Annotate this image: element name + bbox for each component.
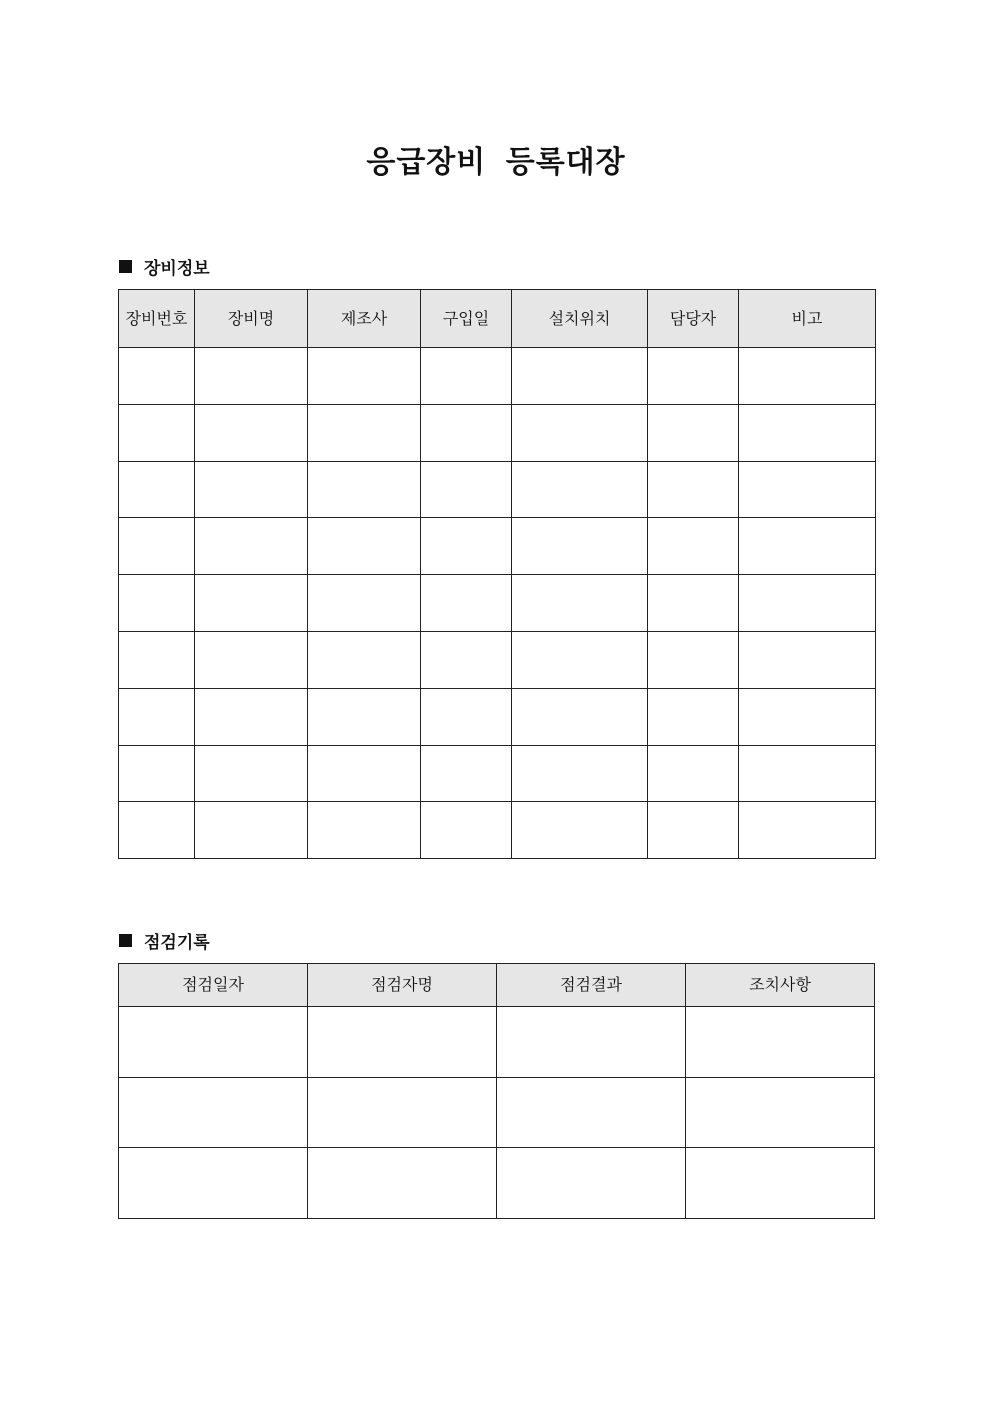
table-cell[interactable]: [739, 348, 876, 405]
table-cell[interactable]: [195, 802, 308, 859]
table-cell[interactable]: [421, 575, 512, 632]
black-square-icon: [119, 934, 132, 947]
table-cell[interactable]: [195, 461, 308, 518]
table-cell[interactable]: [195, 575, 308, 632]
table-cell[interactable]: [195, 631, 308, 688]
table-cell[interactable]: [195, 518, 308, 575]
equipment-section-heading: [119, 254, 210, 279]
black-square-icon: [119, 260, 132, 273]
table-cell[interactable]: [308, 461, 421, 518]
table-row: [119, 461, 876, 518]
table-cell[interactable]: [119, 1148, 308, 1219]
table-row: [119, 688, 876, 745]
table-cell[interactable]: [308, 1007, 497, 1078]
inspection-section-label: 점검기록: [144, 933, 210, 953]
table-cell[interactable]: [686, 1148, 875, 1219]
table-cell[interactable]: [195, 688, 308, 745]
column-header-inspection-result: 점검결과: [497, 964, 686, 1007]
table-row: [119, 518, 876, 575]
table-cell[interactable]: [512, 802, 648, 859]
inspection-table-body: [119, 1007, 875, 1219]
table-cell[interactable]: [308, 745, 421, 802]
column-header-manufacturer: 제조사: [308, 290, 421, 348]
table-cell[interactable]: [308, 1077, 497, 1148]
table-cell[interactable]: [512, 404, 648, 461]
table-cell[interactable]: [739, 518, 876, 575]
table-row: [119, 1007, 875, 1078]
inspection-section-heading: [119, 928, 210, 953]
column-header-purchase-date: 구입일: [421, 290, 512, 348]
table-cell[interactable]: [119, 461, 195, 518]
table-cell[interactable]: [739, 575, 876, 632]
table-cell[interactable]: [119, 631, 195, 688]
table-cell[interactable]: [739, 631, 876, 688]
table-cell[interactable]: [648, 518, 739, 575]
table-cell[interactable]: [195, 404, 308, 461]
table-cell[interactable]: [739, 461, 876, 518]
table-cell[interactable]: [119, 348, 195, 405]
column-header-equipment-no: 장비번호: [119, 290, 195, 348]
table-cell[interactable]: [686, 1007, 875, 1078]
table-cell[interactable]: [119, 404, 195, 461]
table-cell[interactable]: [421, 348, 512, 405]
table-cell[interactable]: [512, 518, 648, 575]
table-row: [119, 1148, 875, 1219]
table-cell[interactable]: [195, 348, 308, 405]
table-cell[interactable]: [648, 461, 739, 518]
table-row: [119, 1077, 875, 1148]
table-cell[interactable]: [308, 404, 421, 461]
table-cell[interactable]: [497, 1077, 686, 1148]
inspection-table: [118, 963, 875, 1219]
table-cell[interactable]: [119, 802, 195, 859]
table-cell[interactable]: [421, 404, 512, 461]
table-cell[interactable]: [739, 802, 876, 859]
table-cell[interactable]: [648, 404, 739, 461]
column-header-manager: 담당자: [648, 290, 739, 348]
table-cell[interactable]: [308, 688, 421, 745]
table-row: [119, 631, 876, 688]
table-cell[interactable]: [421, 461, 512, 518]
table-row: [119, 348, 876, 405]
table-row: [119, 575, 876, 632]
table-cell[interactable]: [497, 1007, 686, 1078]
table-cell[interactable]: [497, 1148, 686, 1219]
table-cell[interactable]: [648, 348, 739, 405]
table-cell[interactable]: [512, 575, 648, 632]
table-cell[interactable]: [739, 745, 876, 802]
inspection-header-row: [119, 964, 875, 1007]
column-header-remarks: 비고: [739, 290, 876, 348]
table-cell[interactable]: [308, 631, 421, 688]
table-cell[interactable]: [308, 1148, 497, 1219]
column-header-location: 설치위치: [512, 290, 648, 348]
table-cell[interactable]: [512, 631, 648, 688]
equipment-section-label: 장비정보: [144, 259, 210, 279]
table-cell[interactable]: [648, 802, 739, 859]
table-cell[interactable]: [421, 745, 512, 802]
table-cell[interactable]: [739, 404, 876, 461]
table-cell[interactable]: [648, 631, 739, 688]
table-row: [119, 404, 876, 461]
page-title: 응급장비 등록대장: [366, 145, 626, 180]
column-header-inspection-date: 점검일자: [119, 964, 308, 1007]
table-cell[interactable]: [686, 1077, 875, 1148]
table-cell[interactable]: [512, 688, 648, 745]
table-row: [119, 745, 876, 802]
equipment-table: [118, 289, 876, 859]
table-cell[interactable]: [308, 518, 421, 575]
table-cell[interactable]: [119, 688, 195, 745]
table-cell[interactable]: [648, 575, 739, 632]
table-cell[interactable]: [512, 348, 648, 405]
table-cell[interactable]: [119, 1007, 308, 1078]
column-header-inspector-name: 점검자명: [308, 964, 497, 1007]
table-cell[interactable]: [421, 802, 512, 859]
table-cell[interactable]: [421, 518, 512, 575]
table-cell[interactable]: [308, 348, 421, 405]
table-cell[interactable]: [421, 688, 512, 745]
table-cell[interactable]: [512, 745, 648, 802]
table-cell[interactable]: [648, 745, 739, 802]
table-cell[interactable]: [308, 575, 421, 632]
table-cell[interactable]: [512, 461, 648, 518]
table-cell[interactable]: [648, 688, 739, 745]
table-cell[interactable]: [119, 745, 195, 802]
equipment-header-row: [119, 290, 876, 348]
table-cell[interactable]: [119, 518, 195, 575]
table-cell[interactable]: [119, 575, 195, 632]
table-cell[interactable]: [308, 802, 421, 859]
column-header-action-taken: 조치사항: [686, 964, 875, 1007]
table-row: [119, 802, 876, 859]
equipment-table-body: [119, 348, 876, 859]
table-cell[interactable]: [421, 631, 512, 688]
table-cell[interactable]: [739, 688, 876, 745]
table-cell[interactable]: [119, 1077, 308, 1148]
table-cell[interactable]: [195, 745, 308, 802]
column-header-equipment-name: 장비명: [195, 290, 308, 348]
